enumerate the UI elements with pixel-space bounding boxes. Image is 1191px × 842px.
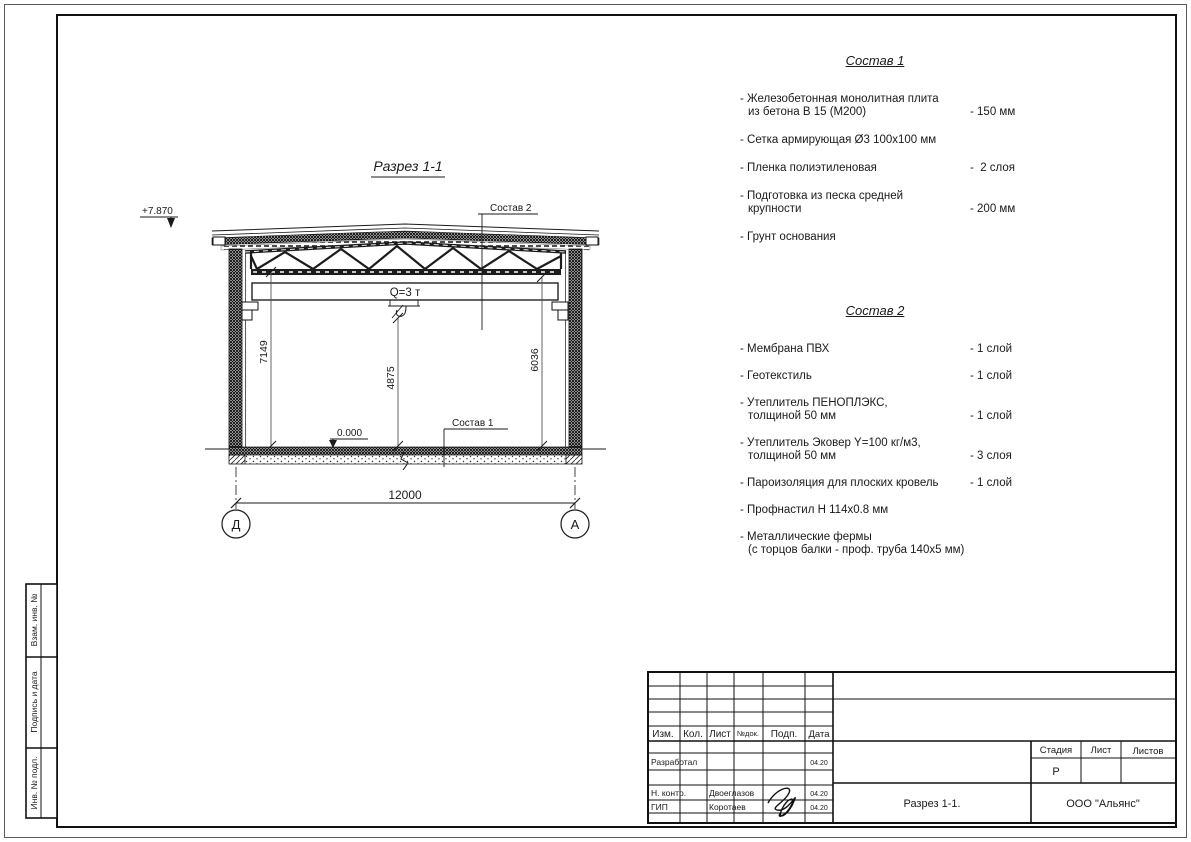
tb-name-korotaev: Коротаев [709,802,746,812]
spec-item: - Утеплитель ПЕНОПЛЭКС, толщиной 50 мм - 1 слой [740,397,1013,422]
floor [205,447,606,470]
spec-item: - Железобетонная монолитная плита из бетона В 15 (М200) - 150 мм [740,93,1016,118]
tb-date-gip: 04.20 [810,805,828,812]
elevation-mark-roof [140,206,178,228]
svg-text:Состав 2: Состав 2 [490,203,532,214]
svg-text:0.000: 0.000 [337,428,363,439]
side-strip-inv-label: Инв. № подл. [29,756,39,810]
tb-doc-title: Разрез 1-1. [903,798,961,810]
tb-col-data: Дата [808,729,830,740]
dimension-mid [385,313,403,451]
spec-item: - Утеплитель Эковер Y=100 кг/м3, толщиной 50 мм - 3 слоя [740,437,1012,462]
spec-list-1 [740,54,1070,259]
side-strip-podpis-label: Подпись и дата [29,671,39,733]
tb-col-izm: Изм. [652,729,674,740]
tb-col-kol: Кол. [683,729,703,740]
callout-roof [478,203,538,330]
crane-hook [388,300,420,318]
axis-bubble-right [561,510,589,538]
spec2-title: Состав 2 [845,303,905,318]
svg-text:Состав 1: Состав 1 [452,418,494,429]
svg-text:6036: 6036 [529,348,541,372]
roof [212,224,599,250]
spec-item: - Металлические фермы (с торцов балки - проф. труба 140х5 мм) [740,531,965,556]
spec-item: - Грунт основания [740,231,836,243]
side-strip-vzam-label: Взам. инв. № [29,593,39,647]
section-title [371,158,445,177]
spec1-title: Состав 1 [845,53,905,68]
tb-col-list: Лист [709,729,731,740]
tb-date-nkontr: 04.20 [810,791,828,798]
svg-text:4875: 4875 [385,366,397,390]
tb-row-razrabotal: Разработал [651,757,698,767]
axis-bubble-left [222,510,250,538]
tb-stadia-value: Р [1052,766,1060,778]
tb-row-nkontr: Н. контр. [651,788,687,798]
spec-item: - Профнастил Н 114х0.8 мм [740,504,889,516]
tb-col-ndok: №док. [737,729,759,738]
spec-item: - Подготовка из песка средней крупности - 200 мм [740,190,1016,215]
spec-item: - Пароизоляция для плоских кровель - 1 слой [740,477,1013,489]
tb-company: ООО "Альянс" [1066,798,1140,810]
title-block [644,668,1182,828]
tb-col-podp: Подп. [770,729,798,740]
section-drawing [57,15,717,575]
tb-stadia-label: Стадия [1039,745,1073,756]
svg-text:+7.870: +7.870 [142,206,173,217]
spec-item: - Геотекстиль - 1 слой [740,370,1013,382]
spec-item: - Пленка полиэтиленовая - 2 слоя [740,162,1016,174]
tb-name-dvoeglazov: Двоеглазов [709,788,755,798]
side-strip [24,582,60,822]
elevation-mark-floor [329,428,368,448]
tb-date-razrabotal: 04.20 [810,760,828,767]
walls [229,249,582,447]
crane-capacity-label: Q=3 т [389,287,421,299]
svg-text:12000: 12000 [388,488,422,502]
tb-list-label: Лист [1090,745,1112,756]
crane-beam [242,283,568,320]
svg-text:Разрез 1-1: Разрез 1-1 [373,158,443,174]
spec-item: - Мембрана ПВХ - 1 слой [740,343,1013,355]
svg-text:Д: Д [231,517,241,532]
svg-text:7149: 7149 [258,340,270,364]
dimension-span [231,467,580,509]
spec-item: - Сетка армирующая Ø3 100х100 мм [740,134,937,146]
roof-truss [245,243,566,275]
tb-row-gip: ГИП [651,802,668,812]
tb-listov-label: Листов [1132,746,1164,757]
spec-list-2 [740,304,1070,571]
svg-text:А: А [570,517,580,532]
